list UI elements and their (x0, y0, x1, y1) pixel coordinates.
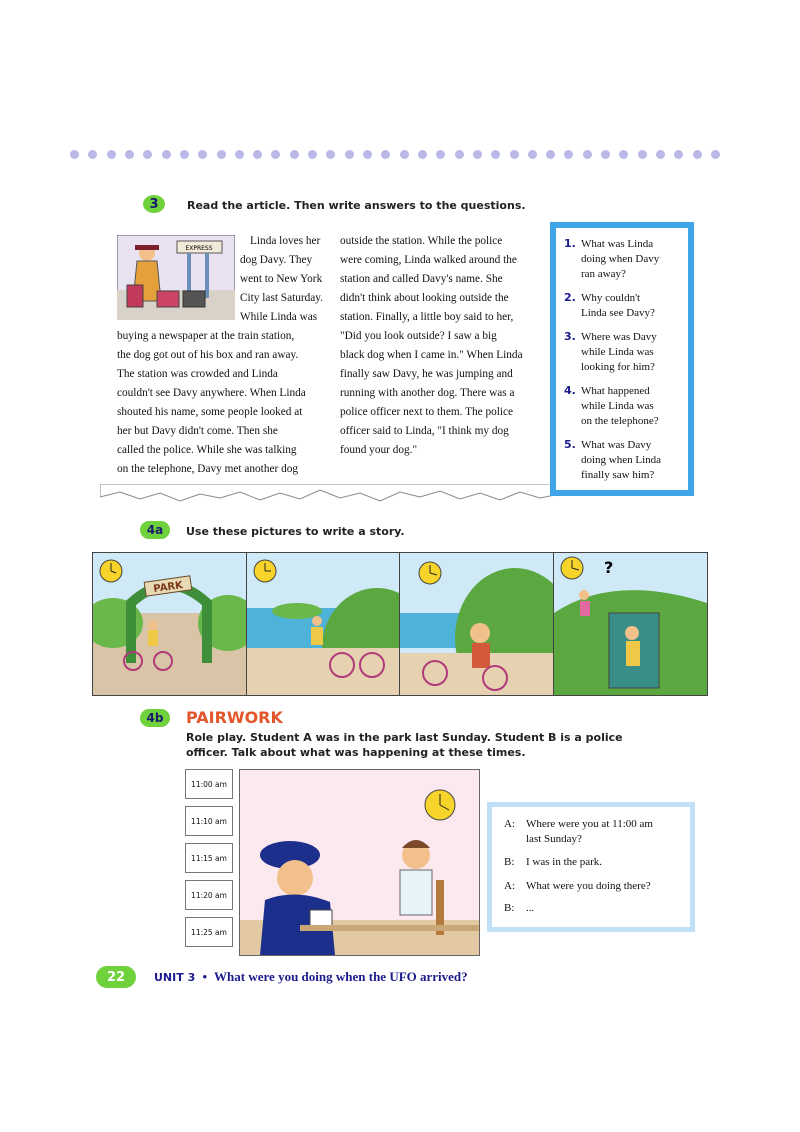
question-item (564, 236, 682, 282)
question-text: doing when Davy (581, 253, 660, 265)
question-mark: ? (604, 558, 614, 577)
divider-dot (235, 150, 244, 159)
divider-dot (381, 150, 390, 159)
question-line (564, 414, 682, 429)
question-line (564, 267, 682, 282)
divider-dot (656, 150, 665, 159)
dialog-row (504, 901, 534, 916)
divider-dot (198, 150, 207, 159)
dialog-text: ... (526, 902, 535, 914)
question-number: 2. (564, 291, 576, 304)
article-line: station. Finally, a little boy said to her, (340, 311, 514, 323)
question-line (564, 453, 682, 468)
dialog-row (504, 855, 602, 870)
divider-dot (583, 150, 592, 159)
article-line: dog Davy. They (240, 254, 313, 266)
divider-dot (601, 150, 610, 159)
dialog-line (504, 855, 602, 870)
unit-label: UNIT 3 (154, 971, 196, 984)
article-line: found your dog." (340, 444, 418, 456)
article-line: were coming, Linda walked around the (340, 254, 517, 266)
article-column-2 (340, 232, 555, 460)
question-item (564, 383, 682, 429)
article-line: the dog got out of his box and ran away. (117, 349, 299, 361)
question-line (564, 360, 682, 375)
divider-dot (70, 150, 79, 159)
divider-dot (436, 150, 445, 159)
question-number: 5. (564, 438, 576, 451)
question-text: ran away? (581, 268, 626, 280)
divider-dot (510, 150, 519, 159)
section-instruction: Use these pictures to write a story. (186, 525, 405, 538)
question-text: while Linda was (581, 346, 654, 358)
divider-dot (564, 150, 573, 159)
article-line: buying a newspaper at the train station, (117, 330, 295, 342)
article-line: station and called Davy's name. She (340, 273, 503, 285)
page-number: 22 (96, 966, 136, 988)
dialog-line (504, 879, 651, 894)
dialog-speaker: B: (504, 856, 515, 868)
article-line: couldn't see Davy anywhere. When Linda (117, 387, 306, 399)
torn-paper-edge (100, 484, 560, 508)
divider-dot (546, 150, 555, 159)
divider-dot (528, 150, 537, 159)
divider-dot (326, 150, 335, 159)
section-instruction: Read the article. Then write answers to the questions. (187, 199, 526, 212)
divider-dot (418, 150, 427, 159)
dialog-line (504, 817, 653, 847)
divider-dot (345, 150, 354, 159)
question-line (564, 252, 682, 267)
question-text: Why couldn't (581, 292, 641, 304)
divider-dot (180, 150, 189, 159)
question-line (564, 437, 682, 453)
question-text: finally saw him? (581, 469, 655, 481)
question-text: doing when Linda (581, 454, 662, 466)
article-line: on the telephone, Davy met another dog (117, 463, 299, 475)
section-number-badge: 4a (140, 521, 170, 539)
story-picture-3 (399, 552, 554, 696)
time-slot: 11:25 am (185, 917, 233, 947)
dialog-text: last Sunday? (526, 833, 582, 845)
questions-box (550, 222, 694, 496)
section-number-badge: 3 (143, 195, 165, 213)
question-text: on the telephone? (581, 415, 659, 427)
question-text: What was Davy (581, 439, 652, 451)
divider-dot (455, 150, 464, 159)
footer-title (154, 969, 468, 985)
section-number-badge: 4b (140, 709, 170, 727)
article-line: officer said to Linda, "I think my dog (340, 425, 509, 437)
station-sign-text: EXPRESS (185, 245, 213, 252)
divider-dot (363, 150, 372, 159)
unit-title: What were you doing when the UFO arrived? (214, 969, 468, 984)
article-line: police officer next to them. The police (340, 406, 514, 418)
question-number: 4. (564, 384, 576, 397)
article-line: City last Saturday. (240, 292, 324, 304)
article-clipping (100, 222, 555, 490)
story-picture-1 (92, 552, 247, 696)
dialog-line (504, 901, 534, 916)
article-line: "Did you look outside? I saw a big (340, 330, 497, 342)
divider-dot (271, 150, 280, 159)
question-line (564, 290, 682, 306)
divider-dot (162, 150, 171, 159)
article-line: finally saw Davy, he was jumping and (340, 368, 513, 380)
question-line (564, 399, 682, 414)
divider-dot (619, 150, 628, 159)
question-number: 1. (564, 237, 576, 250)
question-item (564, 437, 682, 483)
dialog-row (504, 879, 651, 894)
article-line: Linda loves her (250, 235, 321, 247)
question-line (564, 345, 682, 360)
divider-dot (400, 150, 409, 159)
question-item (564, 290, 682, 321)
question-text: Where was Davy (581, 331, 657, 343)
dialog-row (504, 817, 653, 832)
dialog-text: Where were you at 11:00 am (526, 818, 653, 830)
article-line: shouted his name, some people looked at (117, 406, 303, 418)
dialog-text: What were you doing there? (526, 880, 651, 892)
divider-dot (693, 150, 702, 159)
time-slot: 11:10 am (185, 806, 233, 836)
divider-dot (217, 150, 226, 159)
divider-dot (253, 150, 262, 159)
question-line (564, 383, 682, 399)
divider-dot (638, 150, 647, 159)
article-line: black dog when I came in." When Linda (340, 349, 523, 361)
divider-dot (711, 150, 720, 159)
divider-dot (491, 150, 500, 159)
article-line: her but Davy didn't come. Then she (117, 425, 278, 437)
police-officer-scene (239, 769, 480, 956)
question-line (564, 306, 682, 321)
section-instruction-line-1: Role play. Student A was in the park last Sunday. Student B is a police (186, 731, 623, 744)
question-line (564, 468, 682, 483)
pairwork-title: PAIRWORK (186, 708, 283, 727)
divider-dot (88, 150, 97, 159)
question-text: What happened (581, 385, 650, 397)
time-slot: 11:20 am (185, 880, 233, 910)
question-text: looking for him? (581, 361, 655, 373)
article-line: went to New York (240, 273, 323, 285)
divider-dot (290, 150, 299, 159)
article-line: running with another dog. There was a (340, 387, 515, 399)
dialog-row (504, 832, 653, 847)
article-line: called the police. While she was talking (117, 444, 297, 456)
divider-dot (674, 150, 683, 159)
footer-bullet: • (202, 969, 208, 984)
article-line: outside the station. While the police (340, 235, 503, 247)
question-number: 3. (564, 330, 576, 343)
question-line (564, 236, 682, 252)
divider-dot (308, 150, 317, 159)
dialog-box (487, 802, 695, 932)
article-line: The station was crowded and Linda (117, 368, 278, 380)
time-slot: 11:15 am (185, 843, 233, 873)
story-picture-2 (246, 552, 401, 696)
dialog-speaker: B: (504, 902, 515, 914)
question-text: Linda see Davy? (581, 307, 655, 319)
question-line (564, 329, 682, 345)
dialog-speaker: A: (504, 880, 515, 892)
story-picture-4 (553, 552, 708, 696)
question-text: What was Linda (581, 238, 654, 250)
section-instruction-line-2: officer. Talk about what was happening at these times. (186, 746, 526, 759)
divider-dot (143, 150, 152, 159)
dialog-speaker: A: (504, 818, 515, 830)
time-slot: 11:00 am (185, 769, 233, 799)
question-item (564, 329, 682, 375)
divider-dot (473, 150, 482, 159)
article-column-1 (117, 232, 337, 479)
park-sign-text: PARK (152, 579, 184, 595)
question-text: while Linda was (581, 400, 654, 412)
article-line: didn't think about looking outside the (340, 292, 509, 304)
divider-dot (107, 150, 116, 159)
dialog-text: I was in the park. (526, 856, 603, 868)
divider-dot (125, 150, 134, 159)
dotted-divider (70, 150, 720, 162)
article-line: While Linda was (240, 311, 318, 323)
